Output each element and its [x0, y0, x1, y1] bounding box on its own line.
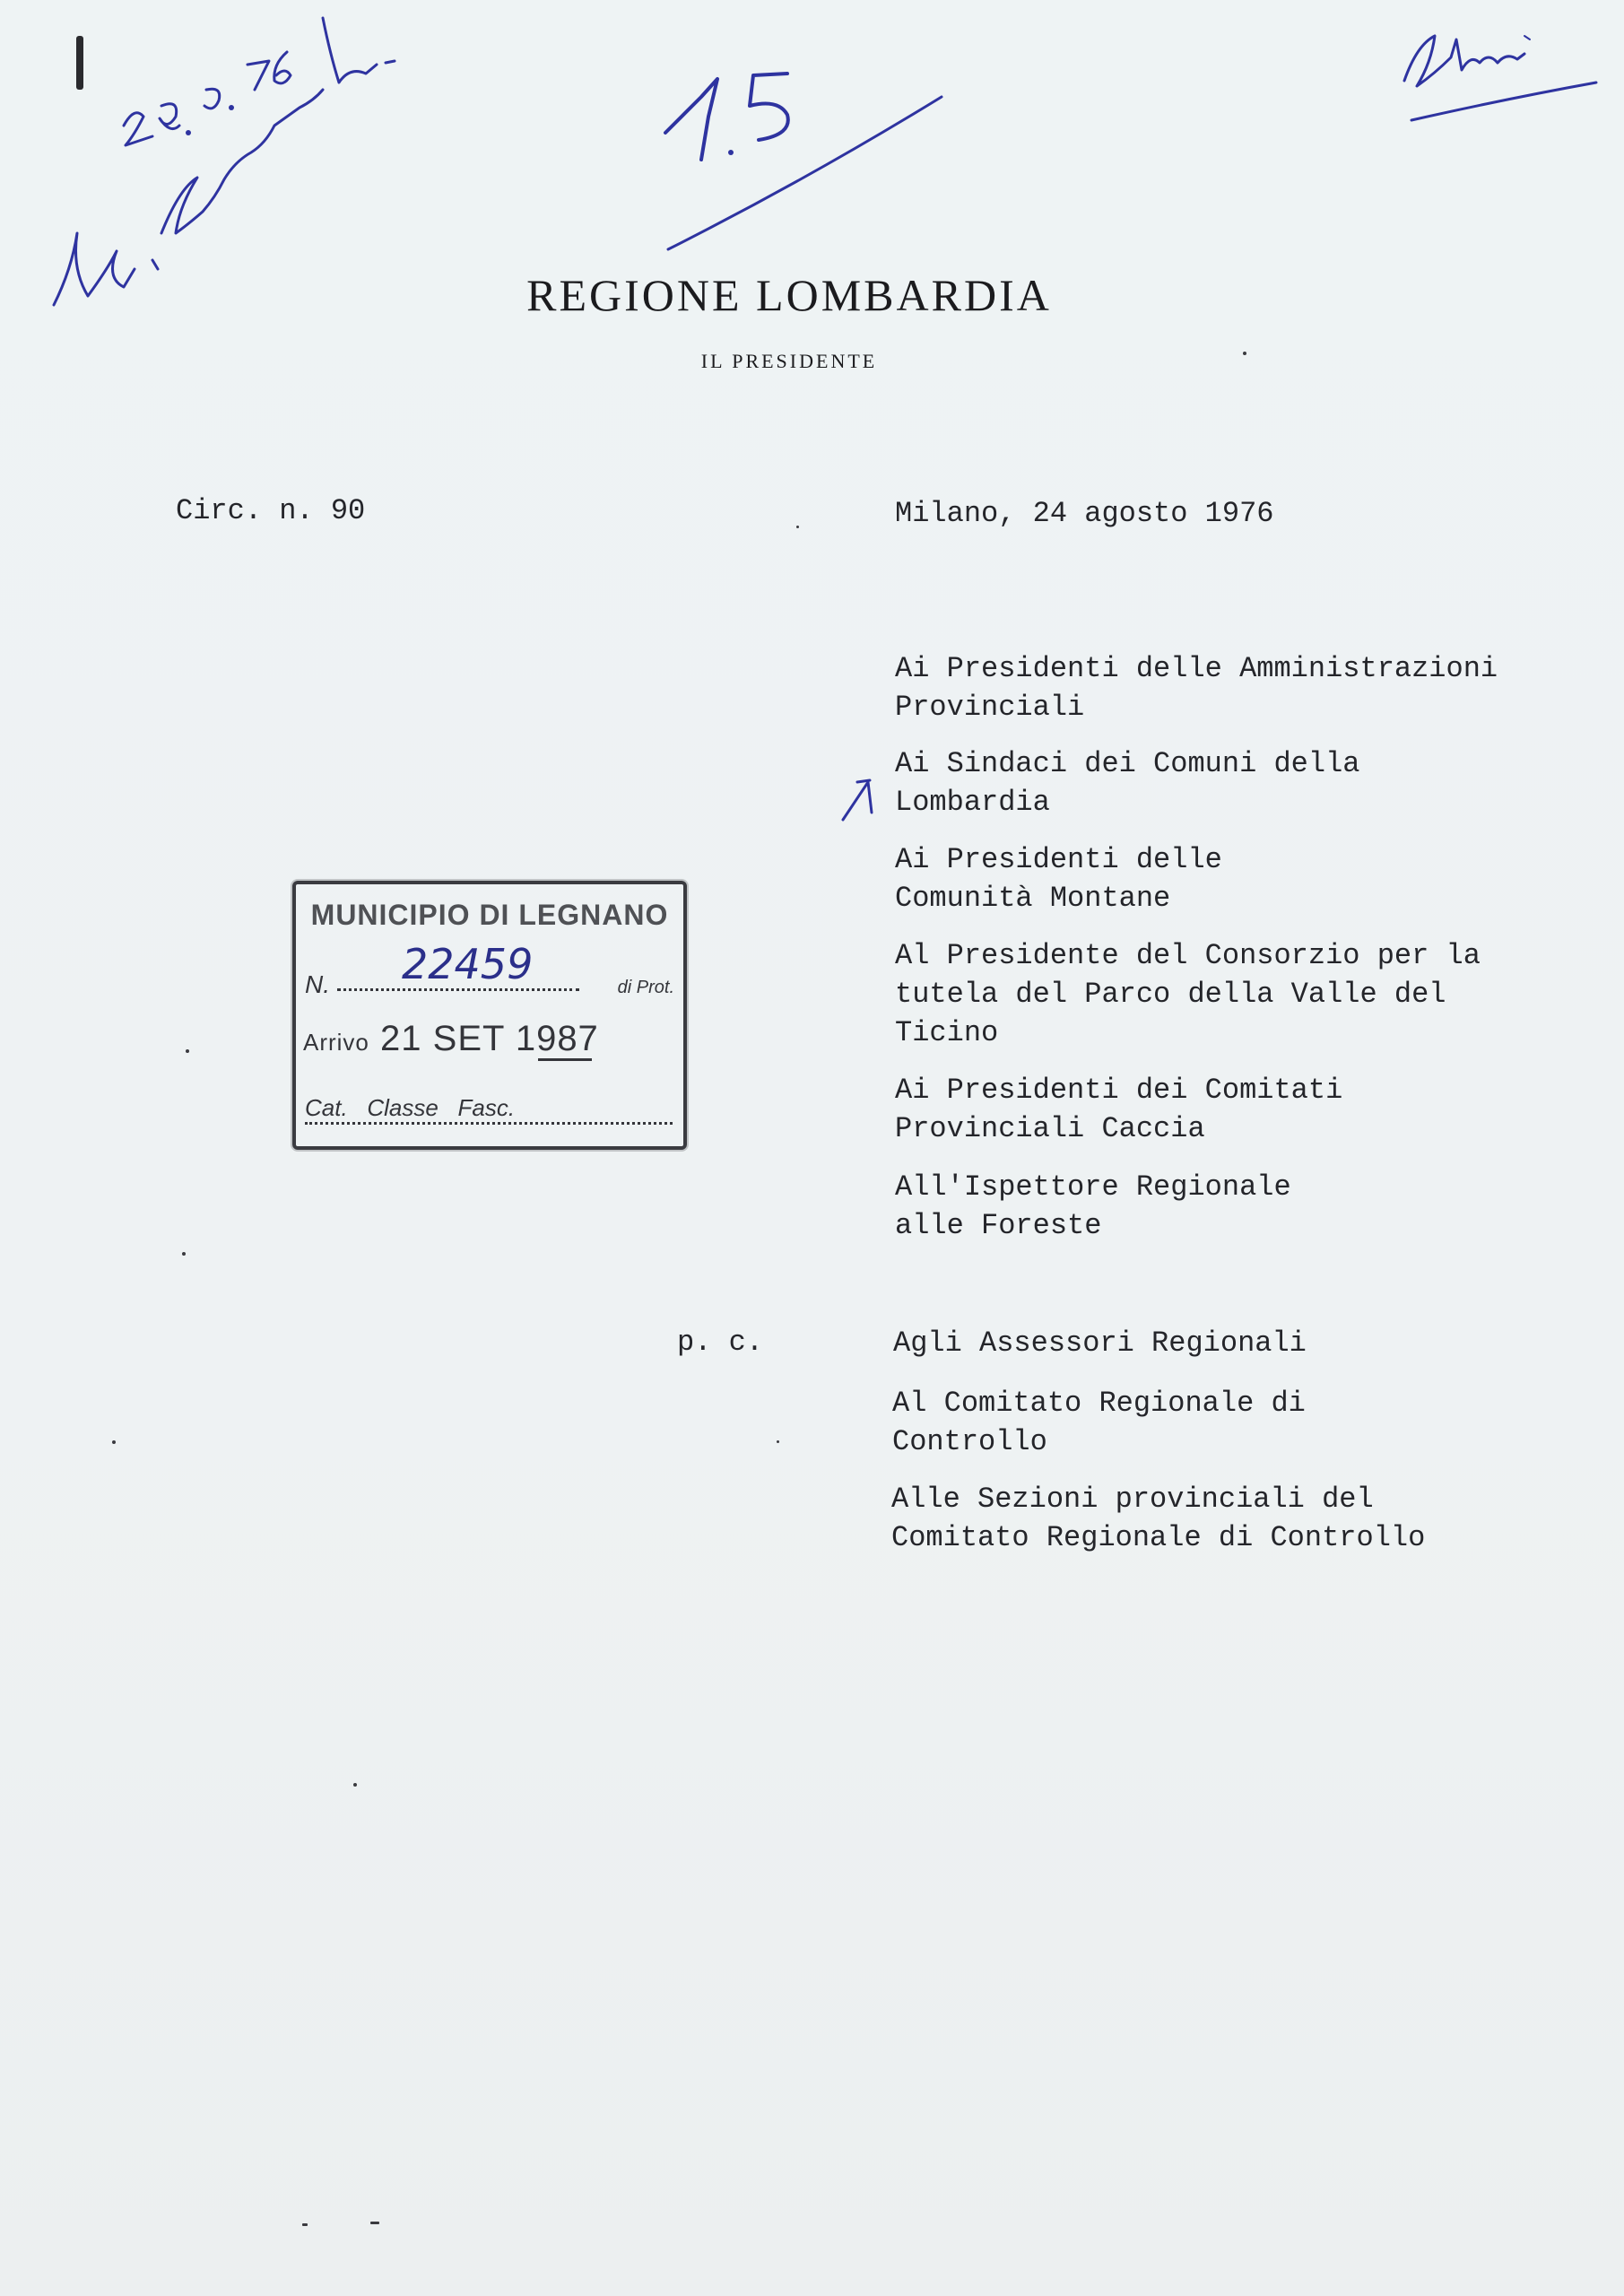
recipient-line: Provinciali: [895, 691, 1085, 724]
cc-recipient-line: Comitato Regionale di Controllo: [891, 1521, 1426, 1554]
recipient-line: Ai Presidenti dei Comitati: [895, 1074, 1343, 1107]
per-conoscenza-label: p. c.: [677, 1326, 764, 1359]
cc-recipient-line: Agli Assessori Regionali: [893, 1326, 1307, 1360]
scan-speck: [182, 1252, 186, 1256]
cc-recipient-line: Al Comitato Regionale di: [892, 1387, 1306, 1420]
scan-speck: [796, 526, 799, 528]
scan-speck: [186, 1049, 189, 1053]
scan-speck: [1243, 352, 1246, 355]
recipient-line: Ai Sindaci dei Comuni della: [895, 747, 1360, 780]
recipient-line: Ai Presidenti delle Amministrazioni: [895, 652, 1498, 685]
cc-recipient-line: Alle Sezioni provinciali del: [891, 1483, 1374, 1516]
stamp-protocol-number: 22459: [402, 940, 534, 988]
recipient-line: Ticino: [895, 1016, 999, 1049]
recipient-line: Al Presidente del Consorzio per la: [895, 939, 1481, 972]
recipient-line: Comunità Montane: [895, 882, 1171, 915]
scan-speck: [302, 2223, 308, 2226]
circular-number: Circ. n. 90: [176, 494, 366, 527]
scan-speck: [353, 1783, 357, 1787]
letterhead-title: REGIONE LOMBARDIA: [526, 270, 1052, 320]
stamp-number-label: N.: [305, 970, 330, 998]
handwritten-page-number: [665, 74, 942, 249]
handwritten-date-note: [124, 18, 395, 145]
scan-speck: [112, 1440, 116, 1444]
scan-speck: [777, 1440, 779, 1443]
stamp-arrival-label: Arrivo: [303, 1029, 369, 1056]
cc-recipient-line: Controllo: [892, 1425, 1047, 1458]
handwritten-initials-right: [1404, 36, 1596, 120]
recipient-line: alle Foreste: [895, 1209, 1102, 1242]
stamp-title: MUNICIPIO DI LEGNANO: [310, 899, 669, 931]
recipient-line: All'Ispettore Regionale: [895, 1170, 1291, 1204]
handwritten-arrow-mark: [843, 780, 872, 820]
recipient-line: Lombardia: [895, 786, 1050, 819]
stamp-protocol-label: di Prot.: [617, 978, 674, 997]
stamp-classification-line: Cat. Classe Fasc.: [305, 1094, 673, 1125]
recipient-line: tutela del Parco della Valle del: [895, 978, 1446, 1011]
recipient-line: Provinciali Caccia: [895, 1112, 1205, 1145]
stamp-arrival-date: 21 SET 1987: [380, 1019, 599, 1058]
letterhead-subtitle: IL PRESIDENTE: [700, 350, 878, 372]
handwritten-initials-left: [54, 90, 323, 305]
scan-speck: [370, 2222, 379, 2224]
scan-mark: [76, 36, 83, 90]
document-date: Milano, 24 agosto 1976: [895, 497, 1274, 530]
recipient-line: Ai Presidenti delle: [895, 843, 1222, 876]
